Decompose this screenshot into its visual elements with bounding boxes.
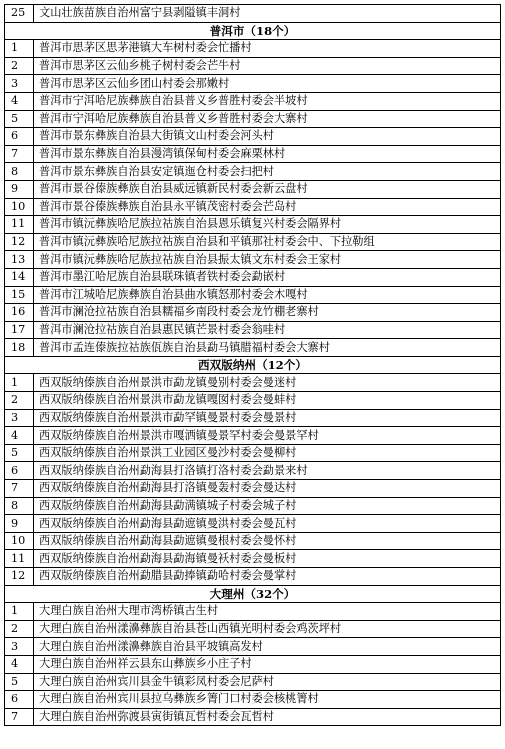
- village-name: 大理白族自治州宾川县拉乌彝族乡箐门口村委会核桃箐村: [34, 691, 501, 709]
- table-row: [5, 603, 501, 621]
- village-name: 普洱市景东彝族自治县大街镇文山村委会河头村: [34, 128, 501, 146]
- village-name: 西双版纳傣族自治州勐海县勐遮镇曼洪村委会曼瓦村: [34, 515, 501, 533]
- village-name: 普洱市思茅区思茅港镇大车树村委会忙播村: [34, 40, 501, 58]
- village-name: 普洱市思茅区云仙乡团山村委会那嫩村: [34, 75, 501, 93]
- village-name: 普洱市江城哈尼族彝族自治县曲水镇怒那村委会木嘎村: [34, 286, 501, 304]
- section-header-row: [5, 22, 501, 40]
- section-title: 西双版纳州（12个）: [5, 356, 501, 374]
- row-number: 6: [5, 462, 34, 480]
- row-number: 10: [5, 532, 34, 550]
- table-row: [5, 691, 501, 709]
- row-number: 2: [5, 392, 34, 410]
- table-row: [5, 198, 501, 216]
- row-number: 18: [5, 339, 34, 357]
- row-number: 11: [5, 216, 34, 234]
- table-row: [5, 321, 501, 339]
- village-name: 西双版纳傣族自治州勐腊县勐捧镇勐哈村委会曼掌村: [34, 568, 501, 586]
- village-name: 普洱市镇沅彝族哈尼族拉祜族自治县恩乐镇复兴村委会隔界村: [34, 216, 501, 234]
- table-row: [5, 286, 501, 304]
- row-number: 7: [5, 480, 34, 498]
- table-row: [5, 568, 501, 586]
- row-number: 8: [5, 163, 34, 181]
- row-number: 11: [5, 550, 34, 568]
- table-row: [5, 75, 501, 93]
- row-number: 13: [5, 251, 34, 269]
- village-name: 普洱市思茅区云仙乡桃子树村委会芒牛村: [34, 57, 501, 75]
- village-name: 普洱市镇沅彝族哈尼族拉祜族自治县振太镇文东村委会王家村: [34, 251, 501, 269]
- village-name: 大理白族自治州漾濞彝族自治县平坡镇高发村: [34, 638, 501, 656]
- table-row: [5, 497, 501, 515]
- table-row: [5, 5, 501, 23]
- row-number: 9: [5, 180, 34, 198]
- table-row: [5, 92, 501, 110]
- row-number: 8: [5, 497, 34, 515]
- row-number: 2: [5, 57, 34, 75]
- village-name: 西双版纳傣族自治州景洪工业园区曼沙村委会曼柳村: [34, 444, 501, 462]
- table-row: [5, 444, 501, 462]
- row-number: 10: [5, 198, 34, 216]
- village-list-body: [5, 5, 501, 726]
- row-number: 4: [5, 92, 34, 110]
- row-number: 6: [5, 128, 34, 146]
- row-number: 12: [5, 568, 34, 586]
- table-row: [5, 268, 501, 286]
- village-name: 普洱市墨江哈尼族自治县联珠镇者铁村委会勐嵌村: [34, 268, 501, 286]
- row-number: 5: [5, 444, 34, 462]
- village-name: 普洱市景谷傣族彝族自治县威远镇新民村委会新云盘村: [34, 180, 501, 198]
- section-title: 普洱市（18个）: [5, 22, 501, 40]
- row-number: 9: [5, 515, 34, 533]
- village-name: 西双版纳傣族自治州景洪市勐罕镇曼景村委会曼景村: [34, 409, 501, 427]
- table-row: [5, 480, 501, 498]
- village-name: 普洱市宁洱哈尼族彝族自治县普义乡普胜村委会大寨村: [34, 110, 501, 128]
- row-number: 25: [5, 5, 34, 23]
- table-row: [5, 40, 501, 58]
- row-number: 3: [5, 409, 34, 427]
- table-row: [5, 128, 501, 146]
- village-list-sheet: [4, 4, 501, 726]
- village-name: 普洱市孟连傣族拉祜族佤族自治县勐马镇腊福村委会大寨村: [34, 339, 501, 357]
- village-name: 大理白族自治州大理市湾桥镇古生村: [34, 603, 501, 621]
- section-title: 大理州（32个）: [5, 585, 501, 603]
- row-number: 3: [5, 75, 34, 93]
- village-name: 普洱市景东彝族自治县安定镇迤仓村委会扫把村: [34, 163, 501, 181]
- village-name: 西双版纳傣族自治州勐海县打洛镇曼轰村委会曼达村: [34, 480, 501, 498]
- village-name: 西双版纳傣族自治州勐海县勐遮镇曼根村委会曼怀村: [34, 532, 501, 550]
- table-row: [5, 515, 501, 533]
- row-number: 7: [5, 145, 34, 163]
- table-row: [5, 427, 501, 445]
- table-row: [5, 304, 501, 322]
- village-name: 普洱市澜沧拉祜族自治县糯福乡南段村委会龙竹棚老寨村: [34, 304, 501, 322]
- table-row: [5, 550, 501, 568]
- row-number: 7: [5, 708, 34, 726]
- village-name: 文山壮族苗族自治州富宁县剥隘镇丰洞村: [34, 5, 501, 23]
- row-number: 1: [5, 603, 34, 621]
- table-row: [5, 392, 501, 410]
- table-row: [5, 180, 501, 198]
- table-row: [5, 57, 501, 75]
- row-number: 4: [5, 427, 34, 445]
- village-name: 普洱市宁洱哈尼族彝族自治县普义乡普胜村委会半坡村: [34, 92, 501, 110]
- village-name: 西双版纳傣族自治州勐海县勐满镇城子村委会城子村: [34, 497, 501, 515]
- table-row: [5, 233, 501, 251]
- village-name: 西双版纳傣族自治州勐海县打洛镇打洛村委会勐景来村: [34, 462, 501, 480]
- village-name: 大理白族自治州弥渡县寅街镇瓦哲村委会瓦哲村: [34, 708, 501, 726]
- table-row: [5, 462, 501, 480]
- section-header-row: [5, 356, 501, 374]
- row-number: 1: [5, 374, 34, 392]
- row-number: 6: [5, 691, 34, 709]
- table-row: [5, 708, 501, 726]
- table-row: [5, 374, 501, 392]
- row-number: 14: [5, 268, 34, 286]
- row-number: 12: [5, 233, 34, 251]
- row-number: 17: [5, 321, 34, 339]
- row-number: 3: [5, 638, 34, 656]
- row-number: 4: [5, 655, 34, 673]
- table-row: [5, 409, 501, 427]
- row-number: 1: [5, 40, 34, 58]
- village-list-table: [4, 4, 501, 726]
- village-name: 普洱市景谷傣族彝族自治县永平镇茂密村委会芒岛村: [34, 198, 501, 216]
- table-row: [5, 251, 501, 269]
- table-row: [5, 216, 501, 234]
- village-name: 普洱市澜沧拉祜族自治县惠民镇芒景村委会翁哇村: [34, 321, 501, 339]
- table-row: [5, 339, 501, 357]
- row-number: 2: [5, 620, 34, 638]
- row-number: 5: [5, 110, 34, 128]
- table-row: [5, 655, 501, 673]
- table-row: [5, 110, 501, 128]
- village-name: 大理白族自治州漾濞彝族自治县苍山西镇光明村委会鸡茨坪村: [34, 620, 501, 638]
- table-row: [5, 145, 501, 163]
- row-number: 5: [5, 673, 34, 691]
- table-row: [5, 620, 501, 638]
- village-name: 普洱市镇沅彝族哈尼族拉祜族自治县和平镇那社村委会中、下拉勒组: [34, 233, 501, 251]
- village-name: 西双版纳傣族自治州景洪市勐龙镇曼别村委会曼迷村: [34, 374, 501, 392]
- village-name: 大理白族自治州宾川县金牛镇彩凤村委会尼萨村: [34, 673, 501, 691]
- village-name: 西双版纳傣族自治州景洪市勐龙镇嘎囡村委会曼蚌村: [34, 392, 501, 410]
- table-row: [5, 532, 501, 550]
- village-name: 西双版纳傣族自治州景洪市嘎洒镇曼景罕村委会曼景罕村: [34, 427, 501, 445]
- village-name: 西双版纳傣族自治州勐海县勐海镇曼袄村委会曼板村: [34, 550, 501, 568]
- table-row: [5, 638, 501, 656]
- section-header-row: [5, 585, 501, 603]
- row-number: 16: [5, 304, 34, 322]
- village-name: 普洱市景东彝族自治县漫湾镇保甸村委会麻栗林村: [34, 145, 501, 163]
- table-row: [5, 673, 501, 691]
- row-number: 15: [5, 286, 34, 304]
- table-row: [5, 163, 501, 181]
- village-name: 大理白族自治州祥云县东山彝族乡小庄子村: [34, 655, 501, 673]
